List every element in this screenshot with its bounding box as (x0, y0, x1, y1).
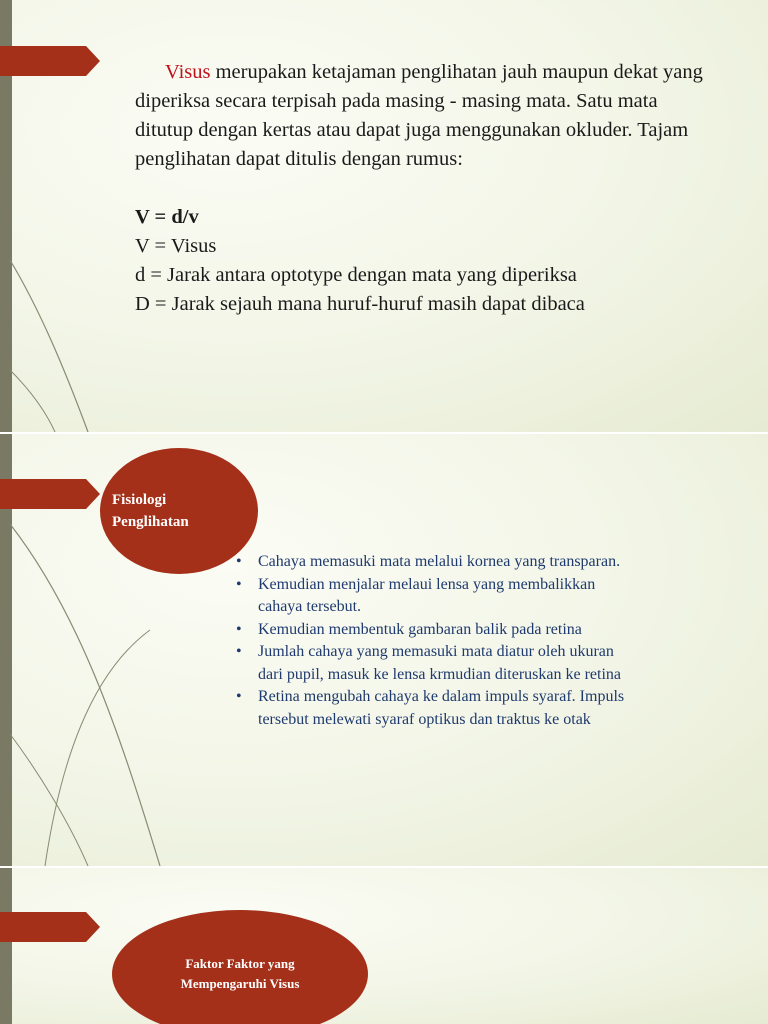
formula-title: V = d/v (135, 206, 199, 228)
circle-title-line: Mempengaruhi Visus (180, 976, 300, 991)
bullet-item: • Jumlah cahaya yang memasuki mata diatur oleh ukuran dari pupil, masuk ke lensa krmudian diteruskan ke retina (236, 641, 636, 686)
visus-highlight: Visus (165, 61, 211, 83)
formula-line: D = Jarak sejauh mana huruf-huruf masih dapat dibaca (135, 293, 585, 315)
formula-line: d = Jarak antara optotype dengan mata yang diperiksa (135, 264, 577, 286)
fisiologi-bullet-list (236, 551, 636, 731)
circle-title-line: Faktor Faktor yang (185, 956, 295, 971)
slide-faktor (0, 868, 768, 1024)
slide-visus (0, 0, 768, 432)
visus-paragraph-text: merupakan ketajaman penglihatan jauh maupun dekat yang diperiksa secara terpisah pada masing - masing mata. Satu mata ditutup dengan kertas atau dapat juga menggunakan okluder. Tajam penglihatan dapat ditulis dengan rumus: (135, 61, 703, 170)
bullet-item: • Retina mengubah cahaya ke dalam impuls syaraf. Impuls tersebut melewati syaraf optikus dan traktus ke otak (236, 686, 636, 731)
circle-title-line: Penglihatan (112, 514, 189, 530)
title-arrow-tab (0, 46, 100, 76)
title-arrow-tab (0, 479, 100, 509)
bullet-item: • Kemudian menjalar melaui lensa yang membalikkan cahaya tersebut. (236, 574, 636, 619)
bullet-item: • Cahaya memasuki mata melalui kornea yang transparan. (236, 551, 636, 574)
circle-title (112, 489, 189, 533)
visus-text-block (135, 58, 715, 319)
bullet-item: • Kemudian membentuk gambaran balik pada retina (236, 619, 636, 642)
fisiologi-title-circle (100, 448, 258, 574)
slide-left-bar (0, 868, 12, 1024)
title-arrow-tab (0, 912, 100, 942)
faktor-title-circle (112, 910, 368, 1024)
slide-fisiologi (0, 434, 768, 866)
circle-title-line: Fisiologi (112, 492, 167, 508)
formula-block (135, 203, 715, 319)
formula-line: V = Visus (135, 235, 217, 257)
circle-title (181, 954, 300, 994)
visus-paragraph (135, 58, 715, 174)
